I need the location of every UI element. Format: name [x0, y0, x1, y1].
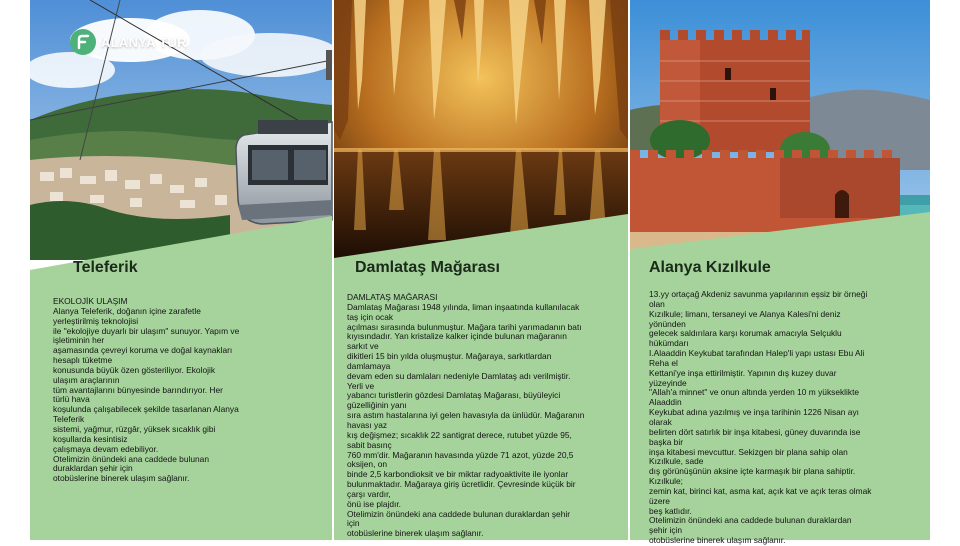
description-line: 760 mm'dir. Mağaranın havasında yüzde 71 azot, yüzde 20,5 — [347, 449, 574, 460]
description-line: havası yaz — [347, 419, 388, 430]
description-line: oksijen, on — [347, 459, 388, 470]
description-line: DAMLATAŞ MAĞARASI — [347, 292, 438, 302]
panel-title: Alanya Kızılkule — [649, 259, 771, 276]
description-line: yabancı turistlerin gözdesi Damlataş Mağarası, büyüleyici — [347, 390, 561, 401]
panel-description — [649, 290, 919, 546]
description-line: "Allah'a minnet" ve onun altında yerden 10 m yükseklikte — [649, 387, 860, 398]
description-line: Otelimizin önündeki ana caddede bulunan duraklardan şehir — [347, 508, 571, 519]
description-line: hesaplı tüketme — [53, 355, 113, 366]
description-line: ulaşım araçlarının — [53, 374, 120, 385]
description-line: tüm avantajlarını bünyesinde barındırıyor. Her — [53, 384, 223, 395]
description-line: olan — [649, 298, 665, 309]
description-line: otobüslerine binerek ulaşım sağlanır. — [649, 535, 786, 546]
description-line: Kızılkule, sade — [649, 456, 704, 467]
description-line: dikitleri 15 bin yılda oluşmuştur. Mağaraya, sarkıtlardan — [347, 351, 552, 362]
description-line: başka bir — [649, 436, 683, 447]
description-line: duraklardan şehir için — [53, 463, 133, 474]
damlatas-panel — [334, 0, 628, 540]
panel-title: Damlataş Mağarası — [355, 259, 500, 276]
description-line: çarşı vardır, — [347, 488, 391, 499]
description-line: üzere — [649, 495, 670, 506]
description-line: türlü hava — [53, 394, 90, 405]
description-line: şehir için — [649, 525, 683, 536]
description-line: gelecek saldırılara karşı korumak amacıyla Selçuklu — [649, 328, 842, 339]
description-line: sabit basınç — [347, 439, 392, 450]
description-line: zemin kat, birinci kat, asma kat, açık kat ve açık teras olmak — [649, 485, 872, 496]
description-line: aşamasında çevreyi koruma ve doğal kaynakları — [53, 345, 233, 356]
description-line: konusunda büyük özen gösteriliyor. Ekolojik — [53, 364, 216, 375]
description-line: sarkıt ve — [347, 341, 379, 352]
description-line: belirten dört satırlık bir inşa kitabesi, güney duvarında ise — [649, 426, 861, 437]
description-line: işletiminin her — [53, 335, 105, 346]
description-line: Kettani'ye inşa ettirilmiştir. Yapının dış kuzey duvar — [649, 367, 837, 378]
description-line: için — [347, 518, 360, 529]
description-line: bulunmaktadır. Mağaraya giriş ücretlidir. Çevresinde küçük bir — [347, 479, 576, 490]
teleferik-panel — [30, 0, 332, 540]
description-line: Otelimizin önündeki ana caddede bulunan duraklardan — [649, 515, 852, 526]
description-line: Teleferik — [53, 414, 85, 425]
description-line: Reha el — [649, 357, 678, 368]
description-line: koşulunda çalışabilecek şekilde tasarlanan Alanya — [53, 404, 239, 415]
leaf-icon — [70, 29, 96, 55]
description-line: sistemi, yağmur, rüzgâr, yüksek sıcaklık gibi — [53, 423, 216, 434]
description-line: taş için ocak — [347, 311, 394, 322]
panel-title: Teleferik — [73, 259, 138, 276]
description-line: devam eden su damlaları nedeniyle Damlataş adı verilmiştir. — [347, 370, 571, 381]
description-line: damlamaya — [347, 360, 391, 371]
description-line: kış değişmez; sıcaklık 22 santigrat derece, rutubet yüzde 95, — [347, 429, 572, 440]
description-line: binde 2,5 karbondioksit ve bir miktar radyoaktivite ile iyonlar — [347, 469, 569, 480]
description-line: EKOLOJİK ULAŞIM — [53, 296, 128, 306]
description-line: yerleştirilmiş teknolojisi — [53, 315, 139, 326]
description-line: sıra astım hastalarına iyi gelen havasıyla da ünlüdür. Mağaranın — [347, 410, 585, 421]
brand-name: ALANYA TUR — [101, 34, 187, 50]
panel-description — [347, 293, 621, 539]
panel-description — [53, 297, 315, 484]
description-line: ile "ekolojiye duyarlı bir ulaşım" sunuyor. Yapım ve — [53, 325, 240, 336]
description-line: hükümdarı — [649, 338, 689, 349]
description-line: Alanya Teleferik, doğanın içine zarafetle — [53, 305, 201, 316]
description-line: otobüslerine binerek ulaşım sağlanır. — [53, 473, 190, 484]
description-line: Keykubat adına yazılmış ve inşa tarihinin 1226 Nisan ayı — [649, 407, 859, 418]
description-line: inşa kitabesi mevcuttur. Sekizgen bir plana sahip olan — [649, 446, 848, 457]
description-line: beş katlıdır. — [649, 505, 692, 516]
description-line: olarak — [649, 416, 672, 427]
description-line: Yerli ve — [347, 380, 375, 391]
description-line: kıyısındadır. Yan kristalize kalker içinde bulunan mağaranın — [347, 331, 567, 342]
description-line: dış görünüşünün aksine içte karmaşık bir plana sahiptir. — [649, 466, 856, 477]
description-line: açılması sırasında bulunmuştur. Mağara tarihi yarımadanın batı — [347, 321, 582, 332]
kizilkule-panel — [630, 0, 930, 546]
description-line: I.Alaaddin Keykubat tarafından Halep'li yapı ustası Ebu Ali — [649, 348, 865, 359]
description-line: Damlataş Mağarası 1948 yılında, liman inşaatında kullanılacak — [347, 301, 580, 312]
description-line: güzelliğinin yanı — [347, 400, 407, 411]
description-line: otobüslerine binerek ulaşım sağlanır. — [347, 528, 484, 539]
description-line: Otelimizin önündeki ana caddede bulunan — [53, 453, 209, 464]
description-line: yönünden — [649, 318, 686, 329]
description-line: Kızılkule; — [649, 476, 683, 487]
description-line: 13.yy ortaçağ Akdeniz savunma yapılarının eşsiz bir örneği — [649, 289, 868, 299]
alanya-tur-logo — [70, 29, 187, 55]
description-line: Kızılkule; limanı, tersaneyi ve Alanya Kalesi'ni deniz — [649, 308, 841, 319]
description-line: yüzeyinde — [649, 377, 687, 388]
description-line: önü ise plajdır. — [347, 498, 402, 509]
description-line: koşullarda kesintisiz — [53, 433, 128, 444]
description-line: çalışmaya devam edebiliyor. — [53, 443, 159, 454]
description-line: Alaaddin — [649, 397, 682, 408]
